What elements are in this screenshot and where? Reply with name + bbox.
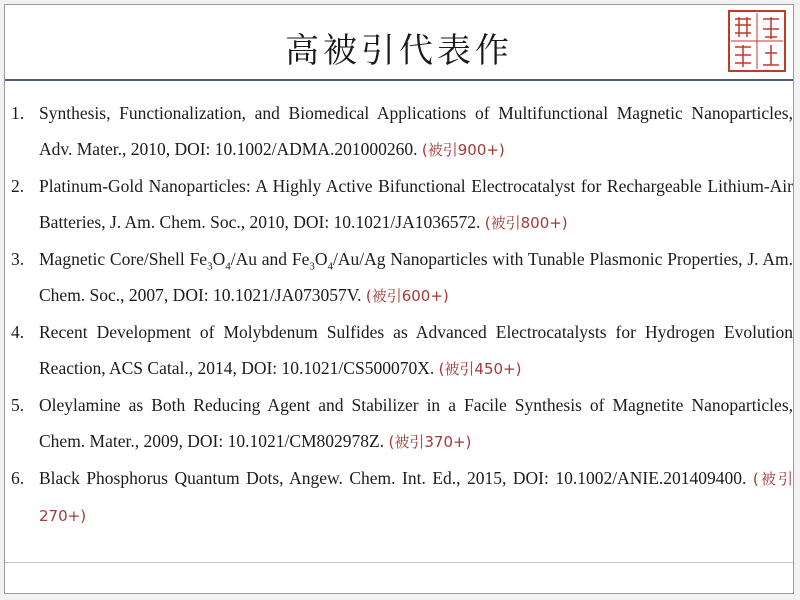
slide: [4, 4, 794, 594]
footer-divider: [5, 562, 793, 563]
reference-text: Synthesis, Functionalization, and Biomedical Applications of Multifunctional Magnetic Nanoparticles, Adv. Mater., 2010, DOI: 10.1002/ADMA.201000260.: [39, 103, 793, 159]
reference-text: Black Phosphorus Quantum Dots, Angew. Chem. Int. Ed., 2015, DOI: 10.1002/ANIE.201409400.: [39, 468, 747, 488]
citation-count: (被引450+): [438, 360, 522, 378]
reference-item-4: [11, 314, 793, 387]
reference-number: 1.: [11, 103, 25, 123]
reference-number: 4.: [11, 322, 25, 342]
seal-logo: [727, 9, 787, 73]
reference-text: Magnetic Core/Shell $Fe_3O_4/Au$ and $Fe_3O_4/Au/Ag$ Nanoparticles with Tunable Plasmonic Properties, J. Am. Chem. Soc., 2007, DOI: 10.1021/JA073057V.: [39, 249, 793, 305]
reference-number: 6.: [11, 468, 25, 488]
citation-count: (被引270+): [39, 470, 794, 525]
reference-number: 3.: [11, 249, 25, 269]
reference-text: Recent Development of Molybdenum Sulfides as Advanced Electrocatalysts for Hydrogen Evolution Reaction, ACS Catal., 2014, DOI: 10.1021/CS500070X.: [39, 322, 793, 378]
reference-text: Platinum-Gold Nanoparticles: A Highly Active Bifunctional Electrocatalyst for Rechargeable Lithium-Air Batteries, J. Am. Chem. Soc., 2010, DOI: 10.1021/JA1036572.: [39, 176, 793, 232]
citation-count: (被引600+): [365, 287, 449, 305]
title-bar: [5, 5, 793, 81]
page-title: 高被引代表作: [285, 31, 513, 71]
reference-item-2: [11, 168, 793, 241]
reference-list: [11, 95, 793, 534]
reference-text: Oleylamine as Both Reducing Agent and Stabilizer in a Facile Synthesis of Magnetite Nanoparticles, Chem. Mater., 2009, DOI: 10.1021/CM802978Z.: [39, 395, 793, 451]
reference-item-3: [11, 241, 793, 314]
reference-number: 2.: [11, 176, 25, 196]
citation-count: (被引370+): [388, 433, 472, 451]
reference-number: 5.: [11, 395, 25, 415]
reference-item-6: [11, 460, 793, 534]
citation-count: (被引900+): [421, 141, 505, 159]
citation-count: (被引800+): [484, 214, 568, 232]
reference-item-5: [11, 387, 793, 460]
reference-item-1: [11, 95, 793, 168]
